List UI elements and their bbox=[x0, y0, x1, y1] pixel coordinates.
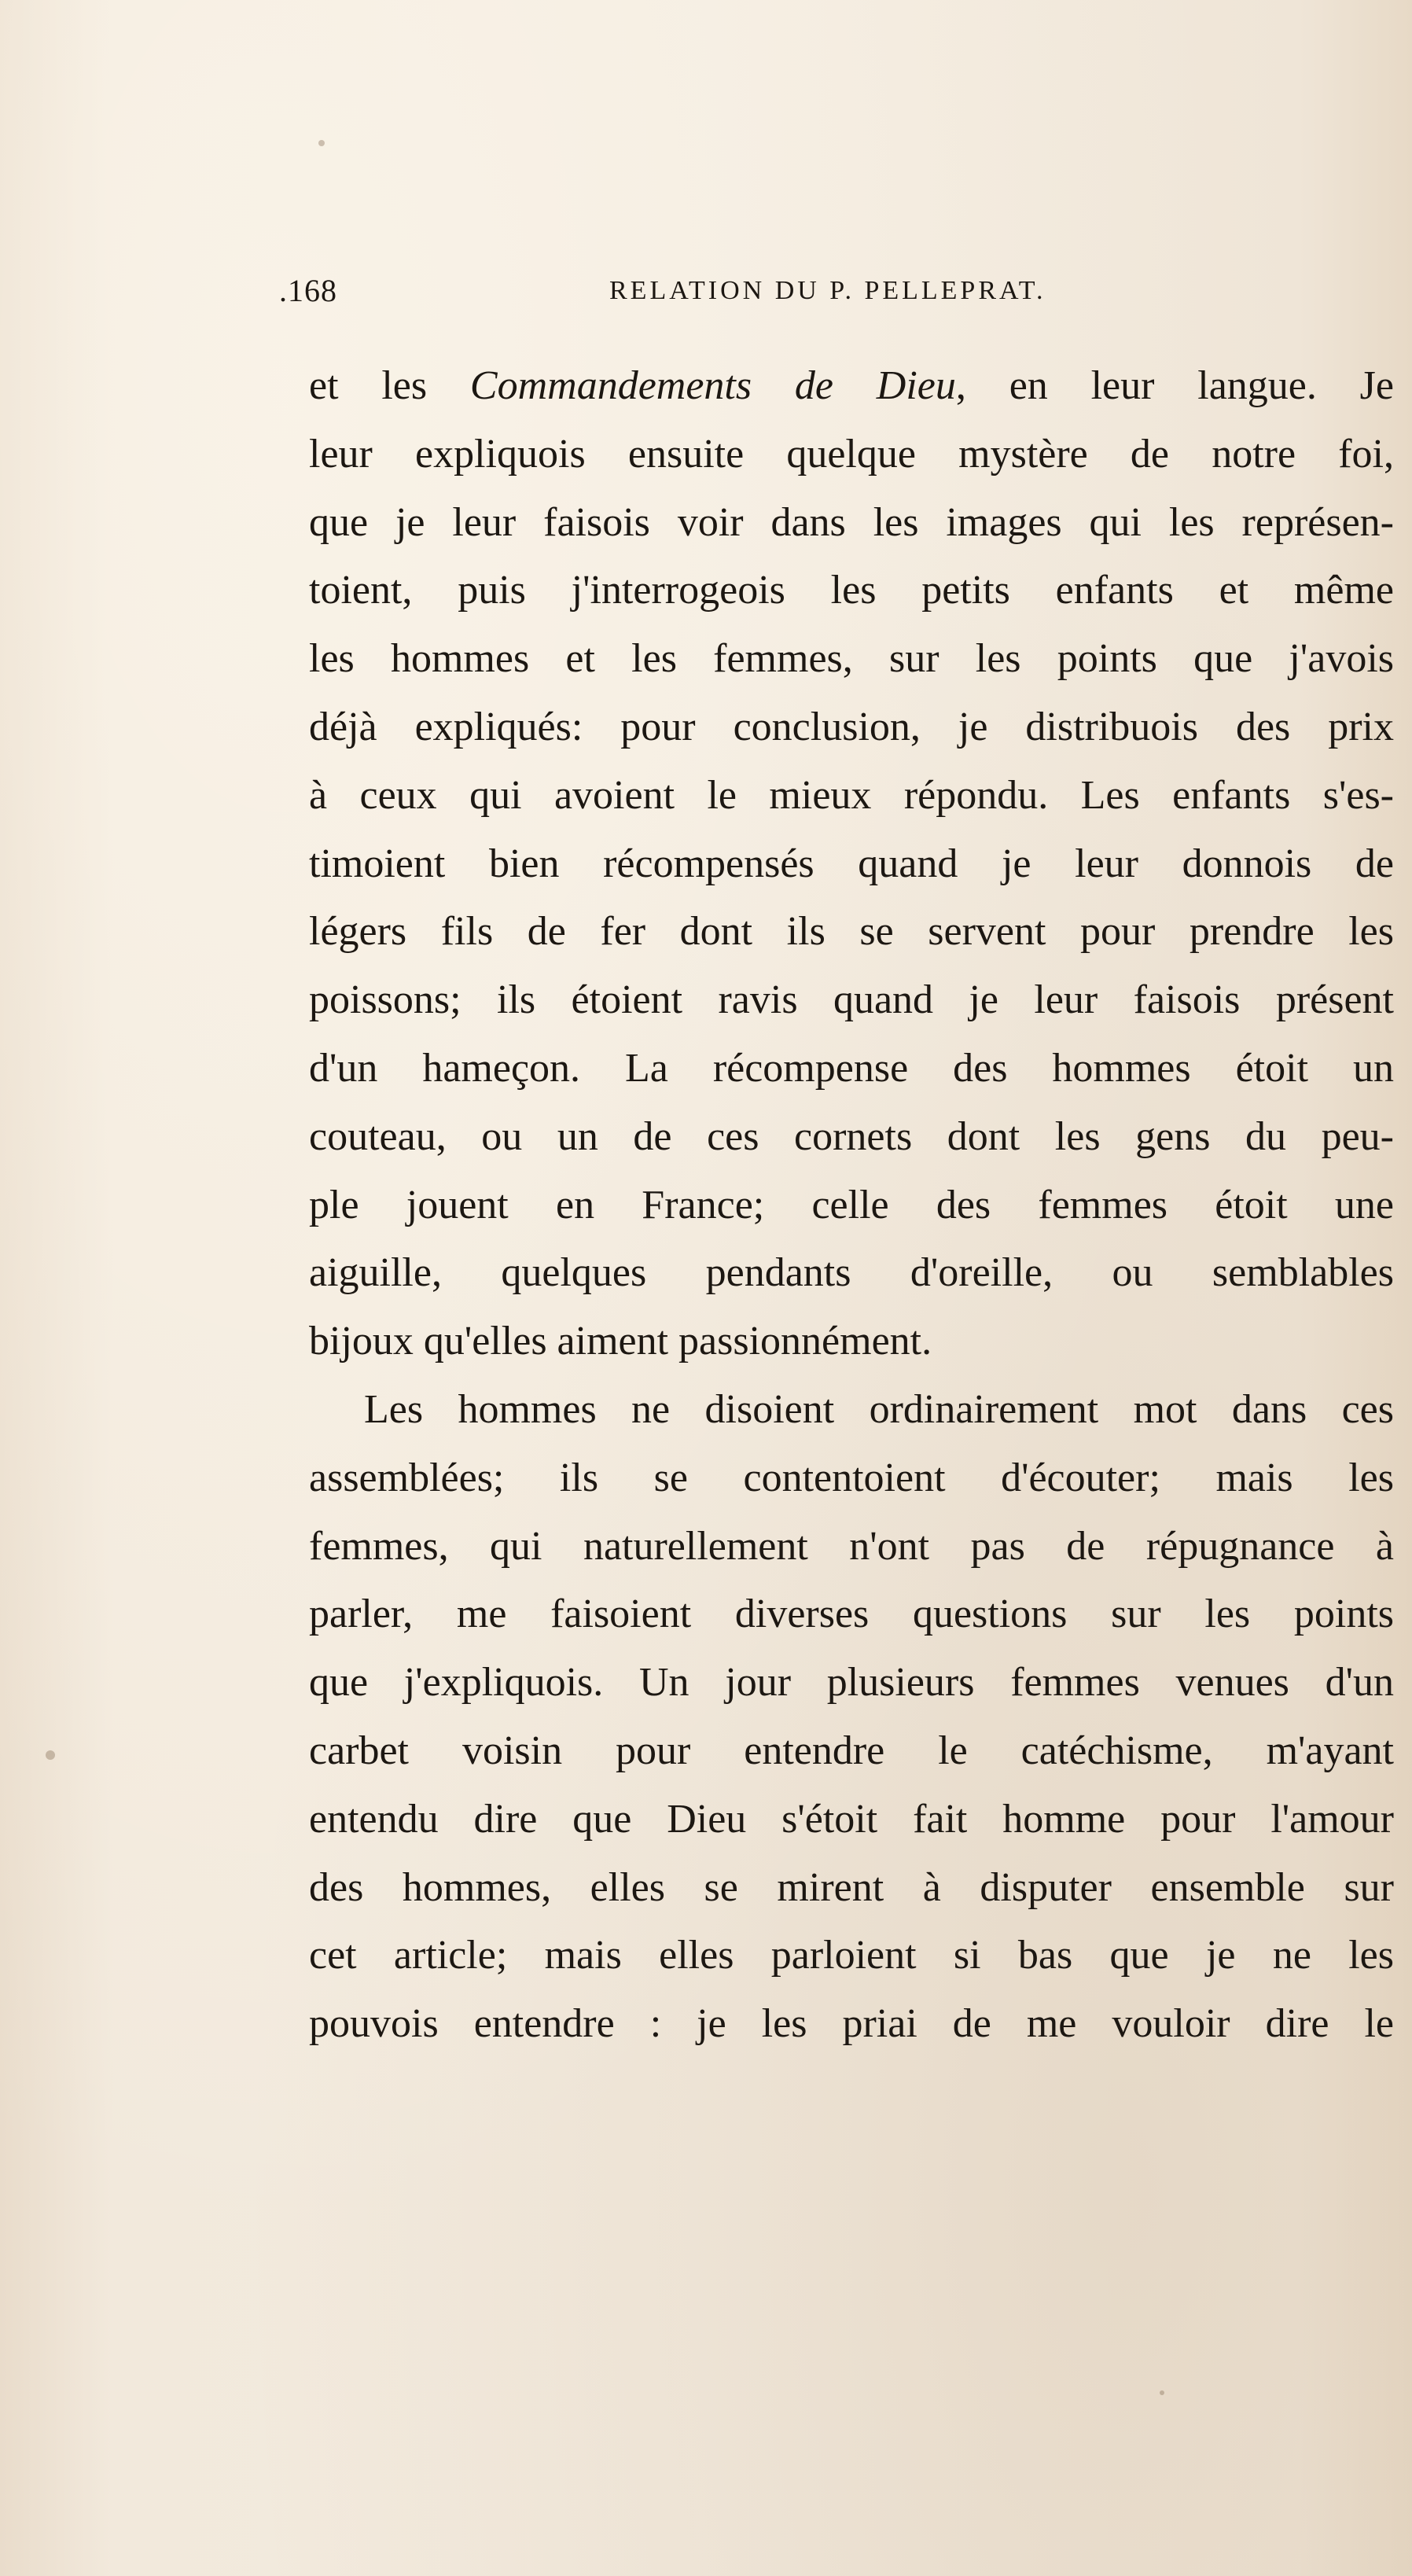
text-line: couteau, ou un de ces cornets dont les gens du peu- bbox=[309, 1113, 1394, 1159]
text-line: Les hommes ne disoient ordinairement mot dans ces bbox=[364, 1386, 1394, 1432]
paper-speck bbox=[1160, 2390, 1164, 2395]
running-head: RELATION DU P. PELLEPRAT. bbox=[609, 276, 1046, 305]
text-line: pouvois entendre : je les priai de me vouloir dire le bbox=[309, 2001, 1394, 2047]
text-line: femmes, qui naturellement n'ont pas de répugnance à bbox=[309, 1523, 1394, 1569]
text-line: les hommes et les femmes, sur les points que j'avois bbox=[309, 636, 1394, 682]
text-line: aiguille, quelques pendants d'oreille, ou semblables bbox=[309, 1250, 1394, 1296]
text-line: assemblées; ils se contentoient d'écouter; mais les bbox=[309, 1455, 1394, 1500]
text-line: parler, me faisoient diverses questions sur les points bbox=[309, 1592, 1394, 1637]
paragraph bbox=[309, 1376, 1394, 2059]
text-line: légers fils de fer dont ils se servent pour prendre les bbox=[309, 909, 1394, 955]
text-line: déjà expliqués: pour conclusion, je distribuois des prix bbox=[309, 704, 1394, 749]
paragraph bbox=[309, 352, 1394, 1376]
italic-title: Commandements de Dieu bbox=[469, 363, 956, 408]
text-line: que je leur faisois voir dans les images qui les représen- bbox=[309, 499, 1394, 545]
paper-speck bbox=[318, 140, 325, 146]
text-line: ple jouent en France; celle des femmes étoit une bbox=[309, 1182, 1394, 1227]
text-line: entendu dire que Dieu s'étoit fait homme pour l'amour bbox=[309, 1796, 1394, 1842]
text-line: d'un hameçon. La récompense des hommes étoit un bbox=[309, 1045, 1394, 1091]
page-number: .168 bbox=[279, 273, 337, 308]
text-line: toient, puis j'interrogeois les petits enfants et même bbox=[309, 568, 1394, 613]
text-line: poissons; ils étoient ravis quand je leur faisois présent bbox=[309, 977, 1394, 1023]
text-line: et les Commandements de Dieu, en leur langue. Je bbox=[309, 363, 1394, 408]
text-line: bijoux qu'elles aiment passionnément. bbox=[309, 1319, 932, 1364]
body-text bbox=[309, 352, 1394, 2059]
text-line: à ceux qui avoient le mieux répondu. Les enfants s'es- bbox=[309, 772, 1394, 818]
text-line: leur expliquois ensuite quelque mystère de notre foi, bbox=[309, 431, 1394, 477]
text-line: timoient bien récompensés quand je leur donnois de bbox=[309, 841, 1394, 886]
text-line: des hommes, elles se mirent à disputer ensemble sur bbox=[309, 1864, 1394, 1910]
paper-speck bbox=[46, 1750, 55, 1760]
text-line: que j'expliquois. Un jour plusieurs femmes venues d'un bbox=[309, 1660, 1394, 1706]
text-line: cet article; mais elles parloient si bas que je ne les bbox=[309, 1933, 1394, 1978]
text-line: carbet voisin pour entendre le catéchisme, m'ayant bbox=[309, 1728, 1394, 1773]
page-header bbox=[279, 267, 1395, 315]
